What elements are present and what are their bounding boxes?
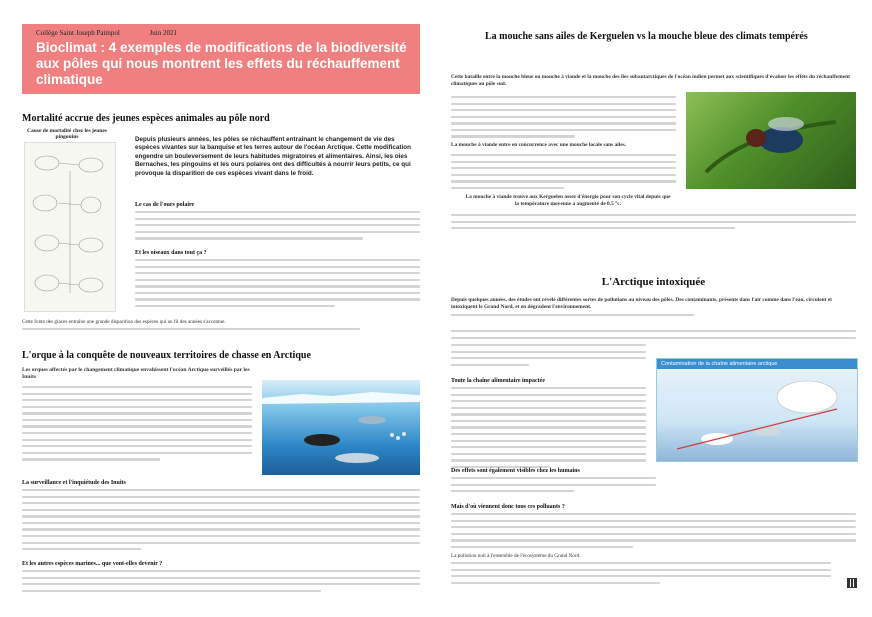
- orca-body-text: [22, 386, 252, 465]
- pollution-intro: Depuis quelques années, des études ont révélé différentes sortes de pollutions au niveau des pôles. Des contaminants, présents dans l'air comme dans l'eau, circulent et intoxiquent le Grand Nord, et en dégradent l'environnement.: [451, 297, 832, 310]
- blue-fly-photo: [686, 92, 856, 189]
- fly-text-3: [451, 214, 856, 234]
- humans-text: [451, 477, 656, 497]
- section1-lead: Depuis plusieurs années, les pôles se réchauffent entraînant le changement de vie des espèces vivantes sur la banquise et les terres autour de l'océan Arctique. Cette modification engendre un bouleversement de leurs habitudes migratoires et alimentaires. Ainsi, les oies Bernaches, les pingouins et les ours polaires ont des difficultés à nourrir leurs petits, ce qui provoque la disparition de ces espèces vivant dans le froid.: [135, 136, 411, 177]
- pollution-closing-more: [451, 562, 831, 588]
- publication-date: Juin 2021: [149, 29, 177, 37]
- food-chain-text: [451, 387, 646, 473]
- fly-highlight-2: La mouche à viande trouve aux Kerguelen assez d'énergie pour son cycle vital depuis que la température moyenne a augmenté de 0.5 °c.: [465, 194, 671, 207]
- inuit-text: [22, 489, 420, 555]
- right-column: [451, 0, 856, 617]
- subheading-polar-bear: Le cas de l'ours polaire: [135, 202, 195, 208]
- lifecycle-diagram-icon: [25, 143, 115, 311]
- fly-text-1: [451, 96, 676, 142]
- pollution-text-2: [451, 344, 646, 370]
- section-heading-fly: La mouche sans ailes de Kerguelen vs la mouche bleue des climats tempérés: [485, 31, 808, 42]
- fly-intro: Cette bataille entre la mouche bleue ou mouche à viande et la mouche des îles subantarctiques de l'océan indien permet aux scientifiques d'évaluer les effets du réchauffement climatiques au pôle sud.: [451, 74, 850, 87]
- polar-bear-text: [135, 211, 420, 244]
- subheading-other-species: Et les autres espèces marines... que vont-elles devenir ?: [22, 561, 163, 567]
- title-banner: [22, 24, 420, 94]
- subheading-humans: Des effets sont également visibles chez les humains: [451, 468, 580, 474]
- subheading-birds: Et les oiseaux dans tout ça ?: [135, 250, 207, 256]
- section1-closing: Cette fonte des glaces entraîne une grande disparition des espèces qui au fil des années s'accentue.: [22, 319, 226, 325]
- fly-icon: [686, 92, 856, 189]
- subheading-pollutant-origin: Mais d'où viennent donc tous ces polluants ?: [451, 504, 565, 510]
- subheading-inuit: La surveillance et l'inquiétude des Inuits: [22, 480, 126, 486]
- pollution-figure-title: Contamination de la chaîne alimentaire arctique: [657, 359, 857, 369]
- fly-text-2: [451, 154, 676, 193]
- qr-code-icon: [847, 578, 857, 588]
- left-column: [22, 0, 422, 617]
- section-heading-arctic-pollution: L'Arctique intoxiquée: [601, 276, 706, 288]
- pollutant-origin-text: [451, 513, 856, 552]
- orca-intro: Les orques affectés par le changement climatique envahissent l'océan Arctique surveillés par les Inuits: [22, 367, 250, 380]
- penguin-lifecycle-figure: [24, 142, 116, 312]
- section1-closing-more: [22, 328, 420, 335]
- figure-caption-penguins: Cause de mortalité chez les jeunes pingouins: [27, 128, 107, 140]
- school-name: Collège Saint Joseph Paimpol: [36, 29, 120, 37]
- page-title: Bioclimat : 4 exemples de modifications de la biodiversité aux pôles qui nous montrent les effets du réchauffement climatique: [36, 40, 407, 87]
- birds-text: [135, 259, 420, 312]
- pollution-food-chain-figure: [656, 358, 858, 462]
- pollution-intro-more: [451, 314, 856, 321]
- pollution-text-1: [451, 330, 856, 343]
- pollution-closing: La pollution nuit à l'ensemble de l'écosystème du Grand Nord.: [451, 553, 581, 559]
- arctic-ocean-food-chain-figure: [262, 380, 420, 475]
- banner-meta: [36, 29, 205, 37]
- section-heading-mortality: Mortalité accrue des jeunes espèces animales au pôle nord: [22, 113, 270, 124]
- polar-bear-contamination-icon: [657, 369, 857, 461]
- fly-highlight-1: La mouche à viande entre en concurrence avec une mouche locale sans ailes.: [451, 142, 627, 148]
- other-species-text: [22, 570, 420, 596]
- orca-food-chain-icon: [262, 380, 420, 475]
- subheading-food-chain: Toute la chaîne alimentaire impactée: [451, 378, 545, 384]
- section-heading-orca: L'orque à la conquête de nouveaux territoires de chasse en Arctique: [22, 350, 311, 361]
